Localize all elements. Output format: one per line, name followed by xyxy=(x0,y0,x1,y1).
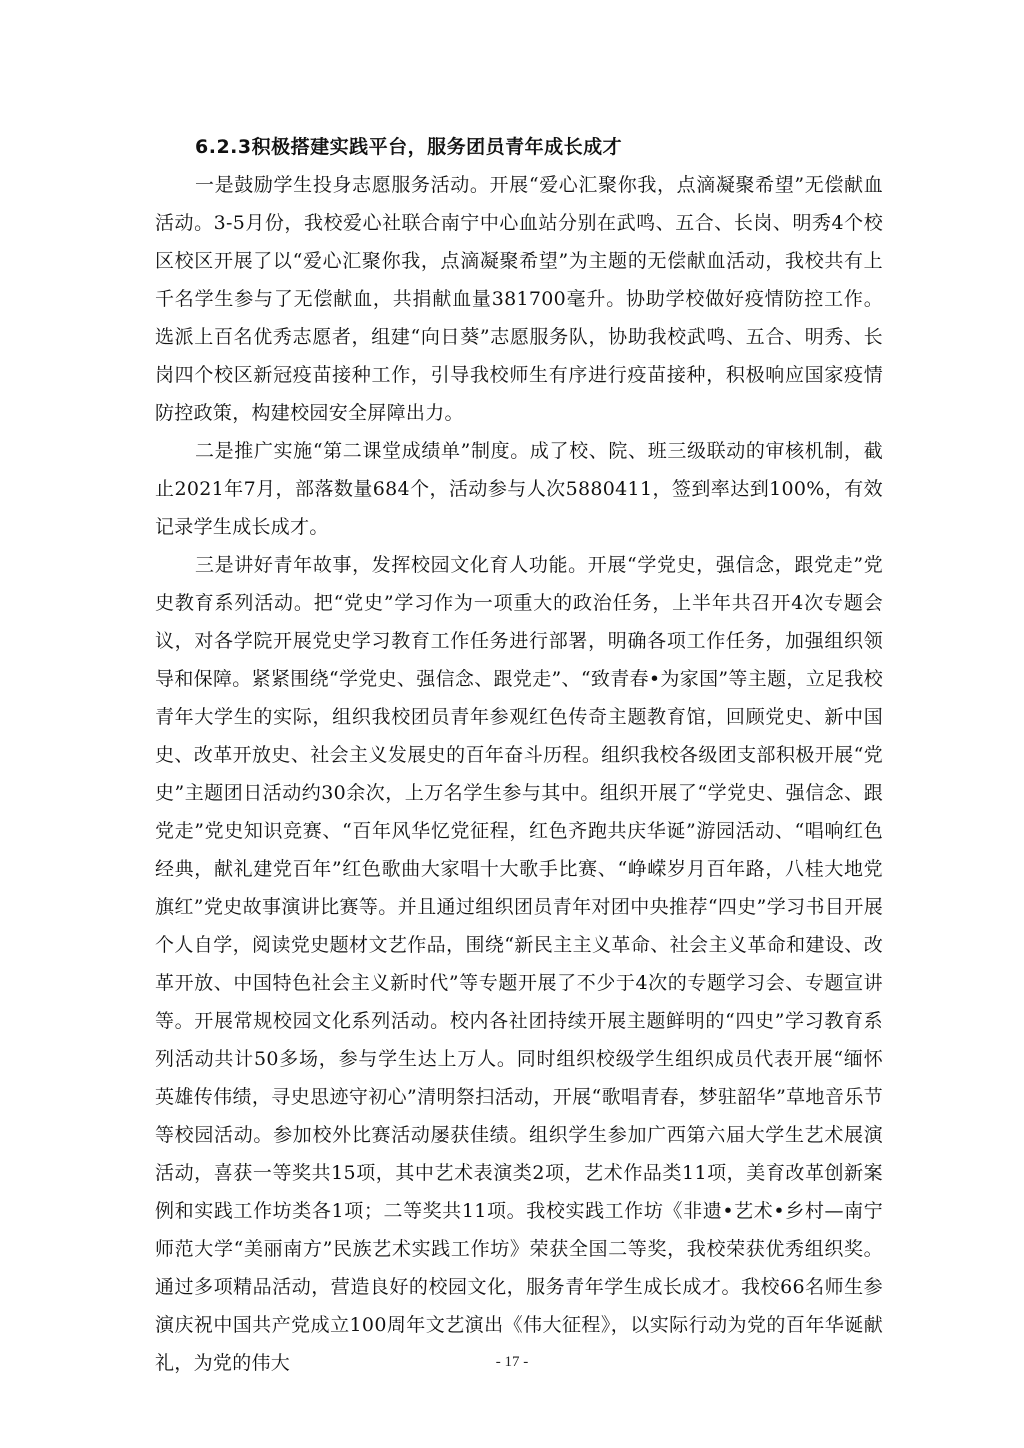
paragraph-second-classroom: 二是推广实施“第二课堂成绩单”制度。成了校、院、班三级联动的审核机制，截止2021年7月，部落数量684个，活动参与人次5880411，签到率达到100%，有效记录学生成长成才。 xyxy=(155,440,883,538)
section-heading: 6.2.3积极搭建实践平台，服务团员青年成长成才 xyxy=(195,136,623,158)
document-body xyxy=(155,128,883,1382)
paragraph-campus-culture: 三是讲好青年故事，发挥校园文化育人功能。开展“学党史，强信念，跟党走”党史教育系列活动。把“党史”学习作为一项重大的政治任务，上半年共召开4次专题会议，对各学院开展党史学习教育工作任务进行部署，明确各项工作任务，加强组织领导和保障。紧紧围绕“学党史、强信念、跟党走”、“致青春•为家国”等主题，立足我校青年大学生的实际，组织我校团员青年参观红色传奇主题教育馆，回顾党史、新中国史、改革开放史、社会主义发展史的百年奋斗历程。组织我校各级团支部积极开展“党史”主题团日活动约30余次，上万名学生参与其中。组织开展了“学党史、强信念、跟党走”党史知识竞赛、“百年风华忆党征程，红色齐跑共庆华诞”游园活动、“唱响红色经典，献礼建党百年”红色歌曲大家唱十大歌手比赛、“峥嵘岁月百年路，八桂大地党旗红”党史故事演讲比赛等。并且通过组织团员青年对团中央推荐“四史”学习书目开展个人自学，阅读党史题材文艺作品，围绕“新民主主义革命、社会主义革命和建设、改革开放、中国特色社会主义新时代”等专题开展了不少于4次的专题学习会、专题宣讲等。开展常规校园文化系列活动。校内各社团持续开展主题鲜明的“四史”学习教育系列活动共计50多场，参与学生达上万人。同时组织校级学生组织成员代表开展“缅怀英雄传伟绩，寻史思迹守初心”清明祭扫活动，开展“歌唱青春，梦驻韶华”草地音乐节等校园活动。参加校外比赛活动屡获佳绩。组织学生参加广西第六届大学生艺术展演活动，喜获一等奖共15项，其中艺术表演类2项，艺术作品类11项，美育改革创新案例和实践工作坊类各1项；二等奖共11项。我校实践工作坊《非遗•艺术•乡村—南宁师范大学“美丽南方”民族艺术实践工作坊》荣获全国二等奖，我校荣获优秀组织奖。通过多项精品活动，营造良好的校园文化，服务青年学生成长成才。我校66名师生参演庆祝中国共产党成立100周年文艺演出《伟大征程》，以实际行动为党的百年华诞献礼，为党的伟大 xyxy=(155,554,883,1374)
page-number: - 17 - xyxy=(495,1354,529,1370)
paragraph-volunteer-service: 一是鼓励学生投身志愿服务活动。开展“爱心汇聚你我，点滴凝聚希望”无偿献血活动。3-5月份，我校爱心社联合南宁中心血站分别在武鸣、五合、长岗、明秀4个校区校区开展了以“爱心汇聚你我，点滴凝聚希望”为主题的无偿献血活动，我校共有上千名学生参与了无偿献血，共捐献血量381700毫升。协助学校做好疫情防控工作。选派上百名优秀志愿者，组建“向日葵”志愿服务队，协助我校武鸣、五合、明秀、长岗四个校区新冠疫苗接种工作，引导我校师生有序进行疫苗接种，积极响应国家疫情防控政策，构建校园安全屏障出力。 xyxy=(155,174,883,424)
